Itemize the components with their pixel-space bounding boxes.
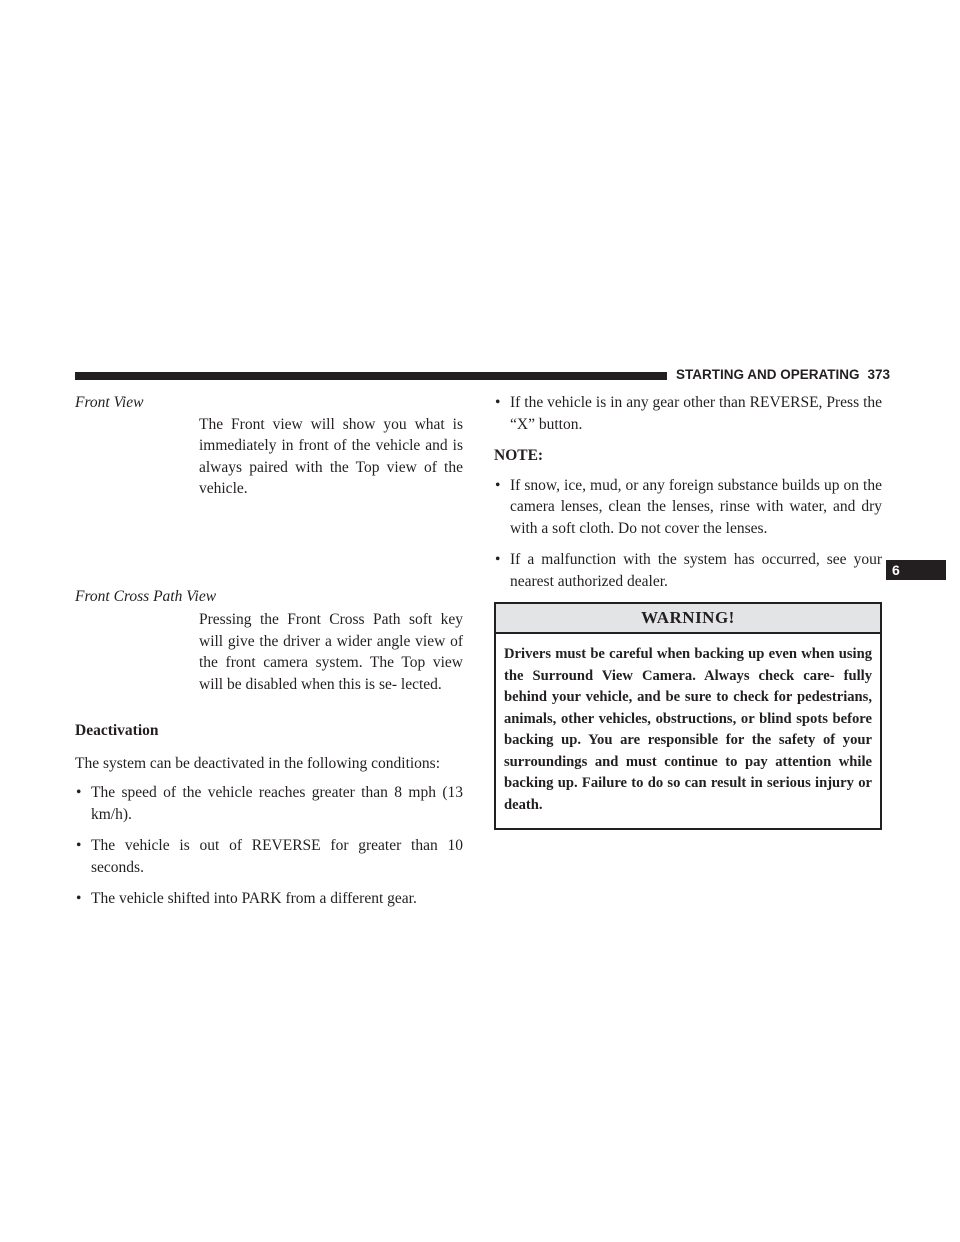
chapter-tab: 6 <box>886 560 946 580</box>
list-item: • The vehicle is out of REVERSE for greater than 10 seconds. <box>76 837 463 876</box>
list-item: • If the vehicle is in any gear other than REVERSE, Press the “X” button. <box>495 394 882 433</box>
bullet-icon: • <box>495 551 501 568</box>
section-title: STARTING AND OPERATING <box>676 367 860 382</box>
front-cross-path-heading: Front Cross Path View <box>75 587 217 605</box>
front-view-heading: Front View <box>75 394 144 411</box>
right-column <box>494 392 882 830</box>
bullet-icon: • <box>76 837 82 854</box>
note-heading: NOTE: <box>494 447 544 464</box>
warning-body: Drivers must be careful when backing up even when using the Surround View Camera. Always check care- fully behind your vehicle, and be sure to check for pedestrians, animals, other vehicles, obstructions, or blind spots before backing up. You are responsible for the safety of your surroundings and must continue to pay attention while backing up. Failure to do so can result in serious injury or death. <box>504 646 872 813</box>
left-column <box>75 392 463 920</box>
deactivation-intro: The system can be deactivated in the following conditions: <box>75 754 441 772</box>
bullet-icon: • <box>76 890 82 907</box>
list-item: • If a malfunction with the system has occurred, see your nearest authorized dealer. <box>495 551 882 590</box>
front-view-body: The Front view will show you what is immediately in front of the vehicle and is always paired with the Top view of the vehicle. <box>199 415 463 497</box>
gear-list <box>494 392 882 435</box>
deactivation-list <box>75 782 463 910</box>
page-number: 373 <box>867 367 891 382</box>
warning-title: WARNING! <box>496 604 880 634</box>
list-item: • If snow, ice, mud, or any foreign substance builds up on the camera lenses, clean the lenses, rinse with water, and dry with a soft cloth. Do not cover the lenses. <box>495 476 882 537</box>
bullet-icon: • <box>495 394 501 411</box>
header-rule <box>75 372 667 380</box>
front-cross-path-body: Pressing the Front Cross Path soft key will give the driver a wider angle view of the front camera system. The Top view will be disabled when this is se- lected. <box>199 611 463 693</box>
bullet-icon: • <box>495 476 501 494</box>
warning-box <box>494 602 882 830</box>
running-header <box>676 366 891 384</box>
deactivation-heading: Deactivation <box>75 722 159 739</box>
list-item: • The speed of the vehicle reaches greater than 8 mph (13 km/h). <box>76 784 463 823</box>
list-item: • The vehicle shifted into PARK from a different gear. <box>75 888 463 910</box>
note-list <box>494 475 882 593</box>
bullet-icon: • <box>76 784 82 801</box>
